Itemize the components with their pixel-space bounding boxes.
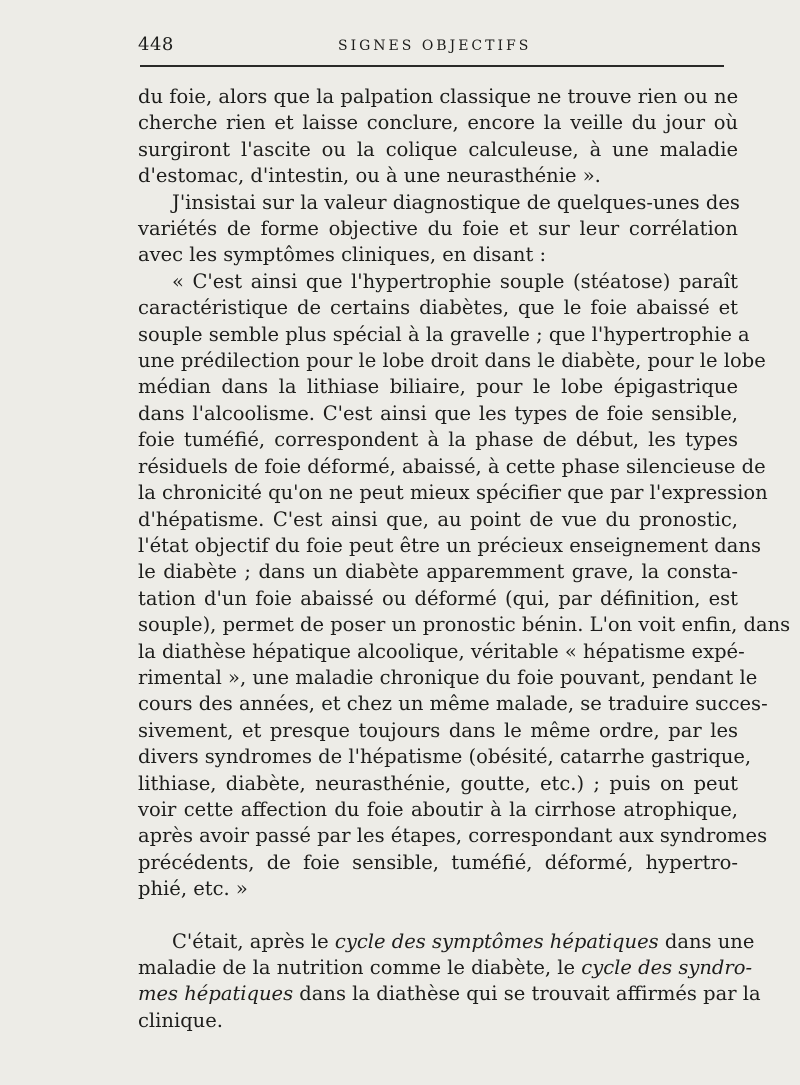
body-text xyxy=(138,84,791,1034)
text-line: clinique. xyxy=(138,1008,223,1032)
text-line: lithiase, diabète, neurasthénie, goutte, etc.) ; puis on peut xyxy=(138,771,738,795)
text-line: avec les symptômes cliniques, en disant : xyxy=(138,243,547,267)
text-line: caractéristique de certains diabètes, que le foie abaissé et xyxy=(138,296,738,320)
text-line: cherche rien et laisse conclure, encore la veille du jour où xyxy=(138,111,738,135)
text-line: la diathèse hépatique alcoolique, véritable « hépatisme expé- xyxy=(138,639,745,663)
header-rule xyxy=(140,65,724,67)
text-line: dans l'alcoolisme. C'est ainsi que les types de foie sensible, xyxy=(138,401,738,425)
text-line: phié, etc. » xyxy=(138,877,248,901)
text-line: d'estomac, d'intestin, ou à une neurasthénie ». xyxy=(138,164,601,188)
text-line: résiduels de foie déformé, abaissé, à cette phase silencieuse de xyxy=(138,454,766,478)
text-line: surgiront l'ascite ou la colique calculeuse, à une maladie xyxy=(138,137,738,161)
text-line: rimental », une maladie chronique du foie pouvant, pendant le xyxy=(138,665,758,689)
text-line xyxy=(138,981,761,1007)
text-line: voir cette affection du foie aboutir à la cirrhose atrophique, xyxy=(138,797,738,821)
text-line: souple semble plus spécial à la gravelle ; que l'hypertrophie a xyxy=(138,322,750,346)
paragraph-gap xyxy=(138,903,738,929)
text-fragment: maladie de la nutrition comme le diabète, le xyxy=(138,956,582,979)
italic-phrase: mes hépatiques xyxy=(138,982,294,1006)
text-line: J'insistai sur la valeur diagnostique de quelques-unes des xyxy=(172,190,740,214)
text-line: une prédilection pour le lobe droit dans le diabète, pour le lobe xyxy=(138,349,766,373)
text-line: tation d'un foie abaissé ou déformé (qui, par définition, est xyxy=(138,586,738,610)
text-fragment: C'était, après le xyxy=(172,929,335,953)
text-line: la chronicité qu'on ne peut mieux spécifier que par l'expression xyxy=(138,481,768,505)
text-line xyxy=(138,955,753,981)
text-line: médian dans la lithiase biliaire, pour le lobe épigastrique xyxy=(138,375,738,399)
text-line: cours des années, et chez un même malade, se traduire succes- xyxy=(138,692,768,716)
text-line: l'état objectif du foie peut être un précieux enseignement dans xyxy=(138,533,761,557)
text-line: le diabète ; dans un diabète apparemment grave, la consta- xyxy=(138,560,738,584)
text-fragment: dans la diathèse qui se trouvait affirmés par la xyxy=(293,982,761,1006)
text-fragment: dans une xyxy=(658,929,755,953)
page-number: 448 xyxy=(138,34,174,55)
page-header xyxy=(138,30,738,66)
text-line: après avoir passé par les étapes, correspondant aux syndromes xyxy=(138,824,768,848)
text-line xyxy=(138,929,755,955)
text-line: d'hépatisme. C'est ainsi que, au point de vue du pronostic, xyxy=(138,507,738,531)
text-line: « C'est ainsi que l'hypertrophie souple (stéatose) paraît xyxy=(172,269,738,293)
text-line: précédents, de foie sensible, tuméfié, déformé, hypertro- xyxy=(138,850,738,874)
text-line: du foie, alors que la palpation classique ne trouve rien ou ne xyxy=(138,85,739,108)
text-line: souple), permet de poser un pronostic bénin. L'on voit enfin, dans xyxy=(138,613,791,637)
text-line: foie tuméfié, correspondent à la phase de début, les types xyxy=(138,428,738,452)
running-title: SIGNES OBJECTIFS xyxy=(338,38,532,54)
italic-phrase: cycle des symptômes hépatiques xyxy=(334,929,659,953)
italic-phrase: cycle des syndro- xyxy=(581,956,753,979)
text-line: sivement, et presque toujours dans le même ordre, par les xyxy=(138,718,738,742)
text-line: variétés de forme objective du foie et sur leur corrélation xyxy=(138,217,738,241)
text-line: divers syndromes de l'hépatisme (obésité, catarrhe gastrique, xyxy=(138,745,752,769)
